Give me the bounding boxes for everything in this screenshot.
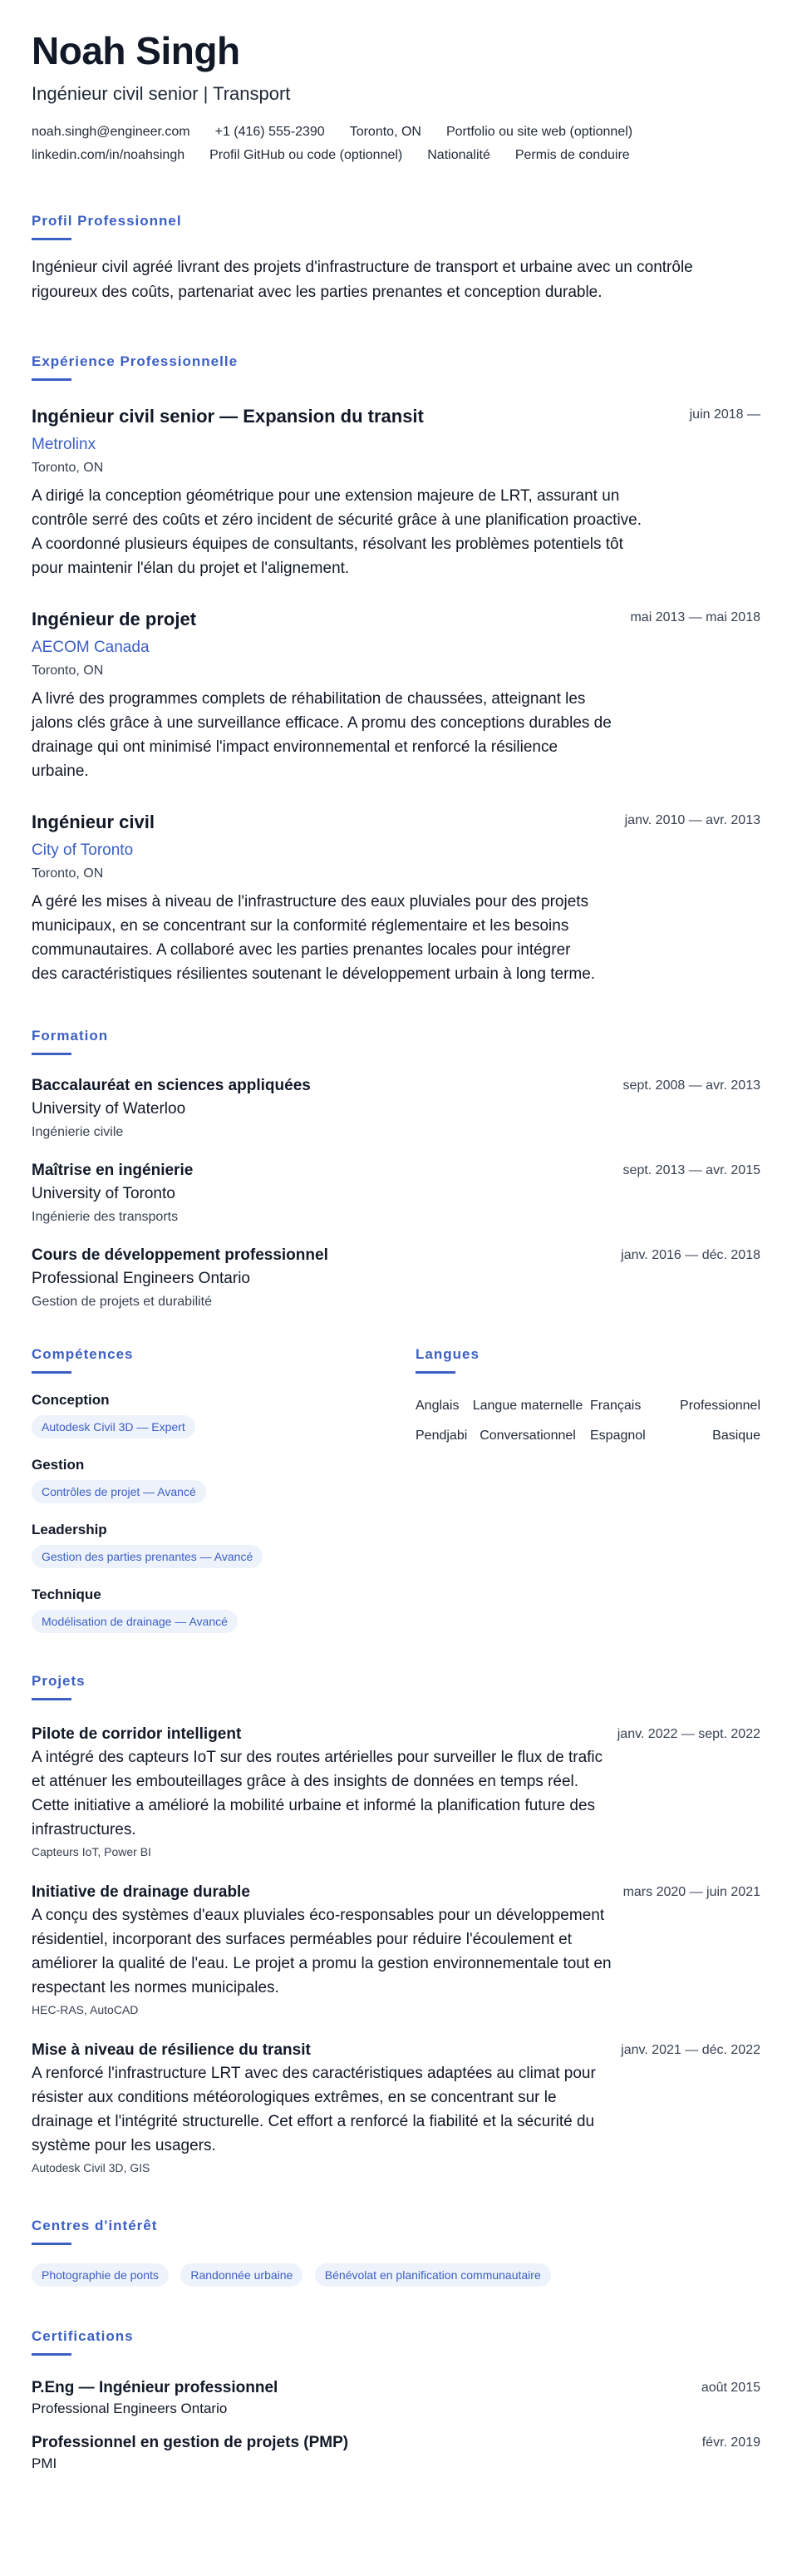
project-tech: Autodesk Civil 3D, GIS — [32, 2161, 150, 2174]
section-divider — [32, 2353, 71, 2356]
section-heading: Profil Professionnel — [32, 213, 182, 229]
project-description: A conçu des systèmes d'eaux pluviales éco-responsables pour un développement résidentiel, incorporant des surfaces perméables pour réduire l'écoulement et améliorer la qualité de l'eau. Le projet a promu la gestion environnementale tout en respectant les normes municipales. — [32, 1907, 612, 1996]
section-divider — [32, 238, 71, 240]
certification-entry — [32, 2434, 760, 2472]
project-date: mars 2020 — juin 2021 — [622, 1885, 760, 1899]
candidate-title: Ingénieur civil senior | Transport — [32, 83, 291, 104]
interests-list — [32, 2257, 760, 2287]
language-name: Français — [590, 1399, 642, 1413]
education-field: Ingénierie des transports — [32, 1210, 179, 1224]
project-date: janv. 2021 — déc. 2022 — [621, 2043, 760, 2057]
skill-name: Leadership — [32, 1522, 107, 1537]
skill-group — [32, 1457, 389, 1503]
contact-email[interactable]: noah.singh@engineer.com — [32, 125, 190, 139]
job-title: Ingénieur civil senior — Expansion du transit — [32, 406, 424, 427]
interest-pill: Bénévolat en planification communautaire — [315, 2263, 551, 2287]
education-field: Ingénierie civile — [32, 1125, 124, 1139]
section-heading: Certifications — [32, 2328, 134, 2344]
job-description: A dirigé la conception géométrique pour une extension majeure de LRT, assurant un contrôle serré des coûts et zéro incident de sécurité grâce à une planification proactive. A coordonné plusieurs équipes de consultants, résolvant les problèmes potentiels tôt pour maintenir l'élan du projet et l'alignement. — [32, 487, 642, 577]
contact-license: Permis de conduire — [514, 148, 630, 162]
certifications-section — [32, 2328, 760, 2472]
certification-date: févr. 2019 — [701, 2435, 760, 2450]
language-name: Espagnol — [590, 1429, 646, 1443]
project-entry — [32, 1883, 760, 2016]
skill-pill: Contrôles de projet — Avancé — [32, 1480, 206, 1503]
certification-entry — [32, 2379, 760, 2417]
language-level: Conversationnel — [480, 1429, 576, 1443]
job-date: juin 2018 — — [689, 407, 760, 422]
interest-pill: Randonnée urbaine — [180, 2263, 303, 2287]
section-heading: Formation — [32, 1028, 109, 1044]
section-divider — [416, 1371, 455, 1374]
section-heading: Compétences — [32, 1346, 134, 1362]
profile-section — [32, 213, 760, 305]
skill-pill: Autodesk Civil 3D — Expert — [32, 1415, 195, 1439]
section-divider — [32, 2243, 71, 2245]
job-title: Ingénieur de projet — [32, 609, 197, 629]
job-description: A livré des programmes complets de réhabilitation de chaussées, atteignant les jalons clés grâce à une surveillance efficace. A promu des conceptions durables de drainage qui ont minimisé l'impact environnemental et renforcé la résilience urbaine. — [32, 690, 612, 780]
interests-section — [32, 2218, 760, 2287]
language-name: Pendjabi — [416, 1429, 468, 1443]
language-level: Basique — [712, 1429, 760, 1443]
section-divider — [32, 1371, 71, 1374]
project-description: A renforcé l'infrastructure LRT avec des caractéristiques adaptées au climat pour résister aux conditions météorologiques extrêmes, en se concentrant sur le drainage et l'intégrité structurelle. Cet effort a renforcé la fiabilité et la sécurité du système pour les usagers. — [32, 2065, 596, 2154]
profile-text: Ingénieur civil agréé livrant des projets d'infrastructure de transport et urbaine avec un contrôle rigoureux des coûts, partenariat avec les parties prenantes et conception durable. — [32, 259, 693, 301]
certification-name: Professionnel en gestion de projets (PMP) — [32, 2434, 349, 2451]
education-degree: Baccalauréat en sciences appliquées — [32, 1077, 311, 1094]
job-description: A géré les mises à niveau de l'infrastructure des eaux pluviales pour des projets municipaux, en se concentrant sur la conformité réglementaire et les besoins communautaires. A collaboré avec les parties prenantes locales pour intégrer des caractéristiques résilientes soutenant le développement urbain à long terme. — [32, 893, 596, 983]
job-date: janv. 2010 — avr. 2013 — [624, 813, 760, 827]
education-entry — [32, 1246, 760, 1310]
project-entry — [32, 2041, 760, 2174]
project-tech: HEC-RAS, AutoCAD — [32, 2003, 139, 2016]
education-date: janv. 2016 — déc. 2018 — [621, 1248, 760, 1262]
education-date: sept. 2013 — avr. 2015 — [622, 1163, 760, 1177]
education-date: sept. 2008 — avr. 2013 — [622, 1078, 760, 1093]
certification-date: août 2015 — [701, 2381, 760, 2395]
job-entry — [32, 406, 760, 580]
job-date: mai 2013 — mai 2018 — [630, 610, 760, 624]
project-entry — [32, 1725, 760, 1858]
skill-group — [32, 1587, 389, 1633]
languages-grid — [416, 1399, 760, 1443]
job-title: Ingénieur civil — [32, 812, 155, 832]
certification-org: Professional Engineers Ontario — [32, 2401, 228, 2416]
projects-section — [32, 1673, 760, 2174]
contact-portfolio[interactable]: Portfolio ou site web (optionnel) — [445, 125, 633, 139]
section-heading: Centres d'intérêt — [32, 2218, 158, 2233]
project-name: Pilote de corridor intelligent — [32, 1725, 242, 1743]
language-name: Anglais — [416, 1399, 460, 1413]
interest-pill: Photographie de ponts — [32, 2263, 169, 2287]
section-divider — [32, 1698, 71, 1700]
job-entry — [32, 812, 760, 986]
skills-languages-row — [32, 1346, 760, 1633]
section-divider — [32, 1053, 71, 1055]
section-heading: Langues — [416, 1346, 480, 1362]
candidate-name: Noah Singh — [32, 29, 240, 72]
project-tech: Capteurs IoT, Power BI — [32, 1845, 151, 1858]
experience-section — [32, 353, 760, 986]
education-entry — [32, 1162, 760, 1225]
job-company: City of Toronto — [32, 841, 134, 859]
project-description: A intégré des capteurs IoT sur des routes artérielles pour surveiller le flux de trafic et atténuer les embouteillages grâce à des insights de données en temps réel. Cette initiative a amélioré la mobilité urbaine et informé la planification future des infrastructures. — [32, 1749, 603, 1838]
section-heading: Projets — [32, 1673, 86, 1689]
job-location: Toronto, ON — [32, 461, 104, 475]
education-section — [32, 1028, 760, 1310]
education-school: University of Toronto — [32, 1185, 175, 1202]
job-company: Metrolinx — [32, 436, 96, 453]
section-heading: Expérience Professionnelle — [32, 353, 239, 369]
job-location: Toronto, ON — [32, 866, 104, 881]
skill-group — [32, 1522, 389, 1568]
job-company: AECOM Canada — [32, 639, 150, 656]
certification-name: P.Eng — Ingénieur professionnel — [32, 2379, 278, 2396]
contact-location: Toronto, ON — [349, 125, 421, 139]
language-level: Langue maternelle — [472, 1399, 583, 1413]
project-name: Initiative de drainage durable — [32, 1883, 250, 1901]
skill-name: Gestion — [32, 1457, 85, 1473]
languages-section — [416, 1346, 760, 1633]
job-entry — [32, 609, 760, 783]
education-entry — [32, 1077, 760, 1140]
education-school: Professional Engineers Ontario — [32, 1270, 250, 1287]
job-location: Toronto, ON — [32, 664, 104, 678]
skills-section — [32, 1346, 389, 1633]
education-degree: Maîtrise en ingénierie — [32, 1162, 194, 1179]
contact-phone[interactable]: +1 (416) 555-2390 — [214, 125, 325, 139]
project-date: janv. 2022 — sept. 2022 — [617, 1727, 760, 1741]
language-level: Professionnel — [680, 1399, 760, 1413]
education-degree: Cours de développement professionnel — [32, 1246, 328, 1264]
certification-org: PMI — [32, 2455, 57, 2471]
skill-pill: Gestion des parties prenantes — Avancé — [32, 1545, 263, 1568]
skill-pill: Modélisation de drainage — Avancé — [32, 1610, 238, 1633]
skill-name: Conception — [32, 1392, 110, 1408]
contact-github[interactable]: Profil GitHub ou code (optionnel) — [209, 148, 403, 162]
skill-name: Technique — [32, 1587, 101, 1602]
section-divider — [32, 378, 71, 381]
education-field: Gestion de projets et durabilité — [32, 1295, 213, 1309]
project-name: Mise à niveau de résilience du transit — [32, 2041, 311, 2059]
skill-group — [32, 1392, 389, 1439]
education-school: University of Waterloo — [32, 1100, 186, 1118]
contact-nationality: Nationalité — [427, 148, 490, 162]
contact-linkedin[interactable]: linkedin.com/in/noahsingh — [32, 148, 185, 162]
contact-list — [32, 125, 738, 163]
